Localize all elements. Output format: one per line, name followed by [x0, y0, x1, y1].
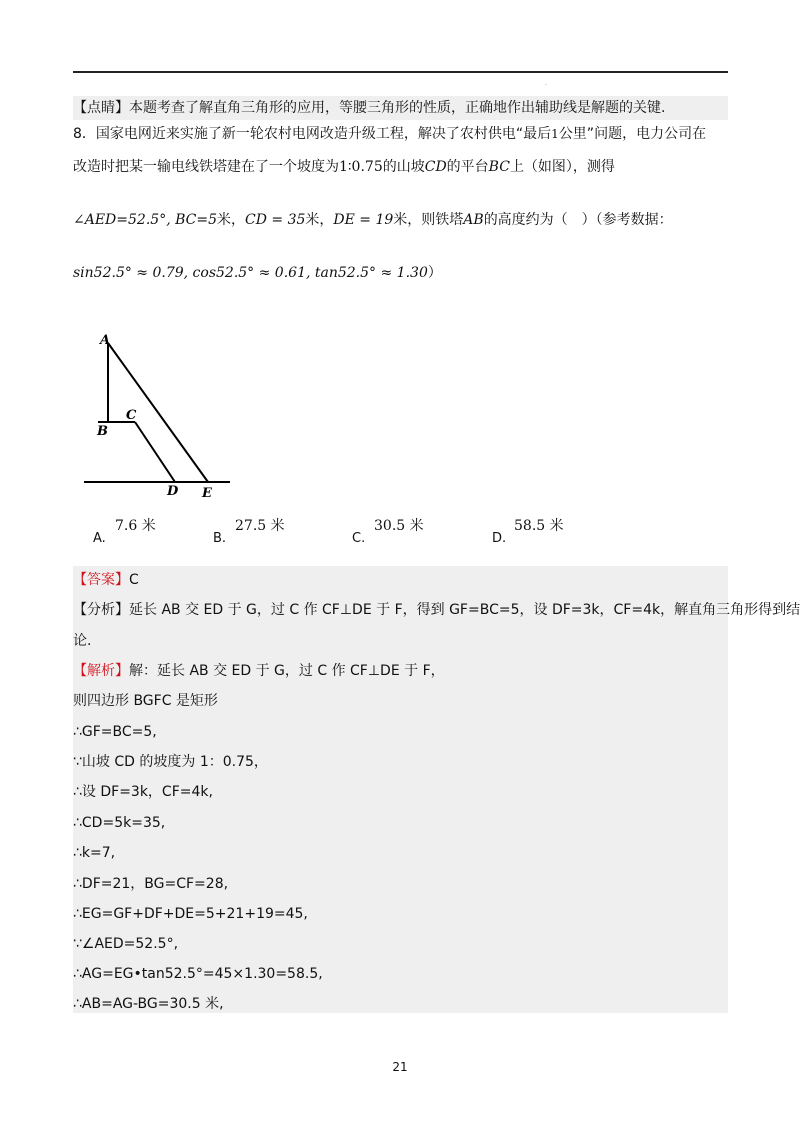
- solution-step: ∴DF=21，BG=CF=28,: [73, 876, 229, 892]
- solution-step: ∴CD=5k=35,: [73, 815, 166, 831]
- question-line-1: 8．国家电网近来实施了新一轮农村电网改造升级工程，解决了农村供电“最后1公里”问题，电力公司在: [73, 126, 707, 142]
- solution-step: ∴AG=EG•tan52.5°=45×1.30=58.5,: [73, 966, 323, 982]
- analysis-line-2: 论.: [73, 633, 92, 649]
- geometry-figure: [80, 330, 250, 505]
- tip-label: 【点睛】: [73, 100, 129, 116]
- solution-step: ∴k=7,: [73, 845, 116, 861]
- solution-line-1: 【解析】解：延长 AB 交 ED 于 G，过 C 作 CF⊥DE 于 F，: [73, 663, 445, 679]
- label-c: C: [126, 408, 137, 423]
- tip-line: [73, 98, 665, 118]
- label-e: E: [202, 486, 212, 501]
- answer-text: C: [129, 572, 139, 588]
- solution-label: 【解析】: [73, 663, 129, 679]
- question-line-2: 改造时把某一输电线铁塔建在了一个坡度为1∶0.75的山坡CD的平台BC上（如图），测得: [73, 159, 615, 175]
- label-a: A: [100, 333, 111, 348]
- solution-step: ∵∠AED=52.5°,: [73, 936, 179, 952]
- analysis-label: 【分析】: [73, 602, 129, 618]
- tip-text: 本题考查了解直角三角形的应用，等腰三角形的性质，正确地作出辅助线是解题的关键.: [129, 100, 666, 116]
- solution-step: 则四边形 BGFC 是矩形: [73, 693, 218, 709]
- header-dot: .: [545, 80, 547, 87]
- label-d: D: [167, 484, 179, 499]
- solution-step: ∴AB=AG-BG=30.5 米,: [73, 996, 224, 1012]
- solution-step: ∵山坡 CD 的坡度为 1：0.75，: [73, 754, 268, 770]
- solution-step: ∴EG=GF+DF+DE=5+21+19=45,: [73, 906, 308, 922]
- analysis-line-1: 【分析】延长 AB 交 ED 于 G，过 C 作 CF⊥DE 于 F，得到 GF=BC=5，设 DF=3k，CF=4k，解直角三角形得到结: [73, 602, 800, 618]
- header-rule: [73, 71, 728, 73]
- solution-step: ∴GF=BC=5,: [73, 724, 157, 740]
- cable-line-ae: [108, 343, 208, 482]
- question-line-4: sin52.5° ≈ 0.79, cos52.5° ≈ 0.61, tan52.5° ≈ 1.30）: [73, 265, 442, 281]
- solution-step: ∴设 DF=3k，CF=4k,: [73, 784, 213, 800]
- question-line-3: ∠AED=52.5°, BC=5米，CD = 35米，DE = 19米，则铁塔AB的高度约为（ ）（参考数据：: [73, 212, 673, 228]
- page-number: 21: [392, 1060, 408, 1074]
- slope-line-cd: [135, 422, 175, 482]
- answer-line: [73, 570, 139, 590]
- label-b: B: [97, 424, 108, 439]
- answer-label: 【答案】: [73, 572, 129, 588]
